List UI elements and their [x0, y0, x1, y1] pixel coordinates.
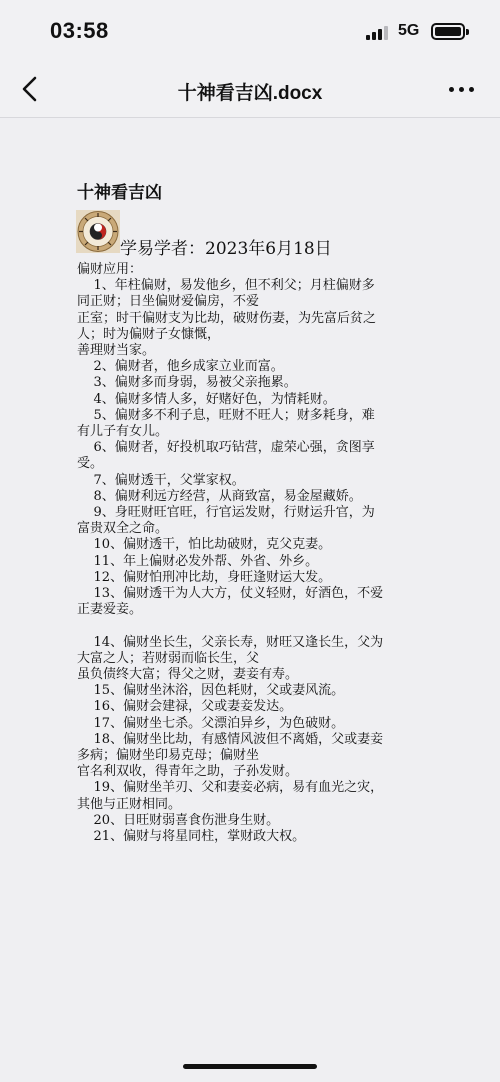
- home-indicator: [183, 1064, 317, 1069]
- document-line: 善理财当家。: [77, 343, 156, 359]
- document-line: 正室；时干偏财支为比劫，破财伤妻，为先富后贫之: [77, 310, 377, 326]
- document-line: 14、偏财坐长生，父亲长寿，财旺又逢长生，父为: [77, 634, 384, 650]
- document-line: 19、偏财坐羊刃、父和妻妾必病，易有血光之灾，: [77, 780, 384, 796]
- document-line: [77, 618, 429, 634]
- document-line: 偏财应用：: [77, 262, 143, 277]
- document-line: 4、偏财多情人多，好赌好色，为情耗财。: [77, 391, 336, 407]
- status-time: 03:58: [50, 18, 109, 43]
- document-line: 15、偏财坐沐浴，因色耗财，父或妻风流。: [77, 683, 345, 699]
- document-line: 11、年上偏财必发外帮、外省、外乡。: [77, 553, 319, 569]
- document-line: 13、偏财透干为人大方，仗义轻财，好酒色，不爱: [77, 586, 384, 602]
- document-line: 17、偏财坐七杀。父漂泊异乡，为色破财。: [77, 715, 345, 731]
- document-line: 18、偏财坐比劫，有感情风波但不离婚，父或妻妾: [77, 731, 384, 747]
- document-line: 7、偏财透干，父掌家权。: [77, 472, 245, 488]
- cellular-signal-icon: [366, 26, 388, 40]
- document-line: 虽负债终大富；得父之财，妻妾有寿。: [77, 667, 299, 683]
- document-line: 3、偏财多而身弱，易被父亲拖累。: [77, 375, 297, 391]
- document-line: 同正财；日坐偏财爱偏房，不爱: [77, 294, 260, 310]
- document-line: 5、偏财多不利子息，旺财不旺人；财多耗身，难: [77, 407, 375, 423]
- document-line: 20、日旺财弱喜食伤泄身生财。: [77, 812, 280, 828]
- document-line: 富贵双全之命。: [77, 521, 169, 537]
- more-options-icon[interactable]: [444, 74, 480, 104]
- document-line: 21、偏财与将星同柱，掌财政大权。: [77, 829, 306, 845]
- document-line: 有儿子有女儿。: [77, 424, 169, 440]
- document-line: 人；时为偏财子女慷慨，: [77, 326, 221, 342]
- author-date-line: 学易学者：2023年6月18日: [120, 239, 332, 259]
- document-line: 正妻爱妾。: [77, 602, 143, 618]
- document-line: 多病；偏财坐印易克母；偏财坐: [77, 748, 260, 764]
- document-line: 9、身旺财旺官旺，行官运发财，行财运升官，为: [77, 505, 375, 521]
- document-line: 官名利双收，得青年之助，子孙发财。: [77, 764, 299, 780]
- document-line: 6、偏财者，好投机取巧钻营，虚荣心强，贪图享: [77, 440, 375, 456]
- status-bar: [0, 0, 500, 62]
- document-title: 十神看吉凶.docx: [177, 83, 323, 104]
- document-line: 16、偏财会建禄，父或妻妾发达。: [77, 699, 293, 715]
- taiji-bagua-logo: [76, 210, 120, 253]
- document-line: 10、偏财透干，怕比劫破财，克父克妻。: [77, 537, 332, 553]
- network-type: 5G: [398, 22, 420, 39]
- document-line: 其他与正财相同。: [77, 796, 182, 812]
- battery-icon: [431, 23, 465, 40]
- navigation-bar: [0, 62, 500, 118]
- document-page[interactable]: [0, 118, 500, 1082]
- document-line: 1、年柱偏财，易发他乡，但不利父；月柱偏财多: [77, 278, 375, 294]
- document-line: 8、偏财利远方经营，从商致富，易金屋藏娇。: [77, 488, 362, 504]
- document-line: 2、偏财者，他乡成家立业而富。: [77, 359, 284, 375]
- document-line: 受。: [77, 456, 104, 472]
- document-line: 大富之人；若财弱而临长生，父: [77, 650, 260, 666]
- document-heading: 十神看吉凶: [77, 183, 162, 203]
- document-line: 12、偏财怕刑冲比劫，身旺逢财运大发。: [77, 569, 332, 585]
- document-body: [77, 262, 429, 845]
